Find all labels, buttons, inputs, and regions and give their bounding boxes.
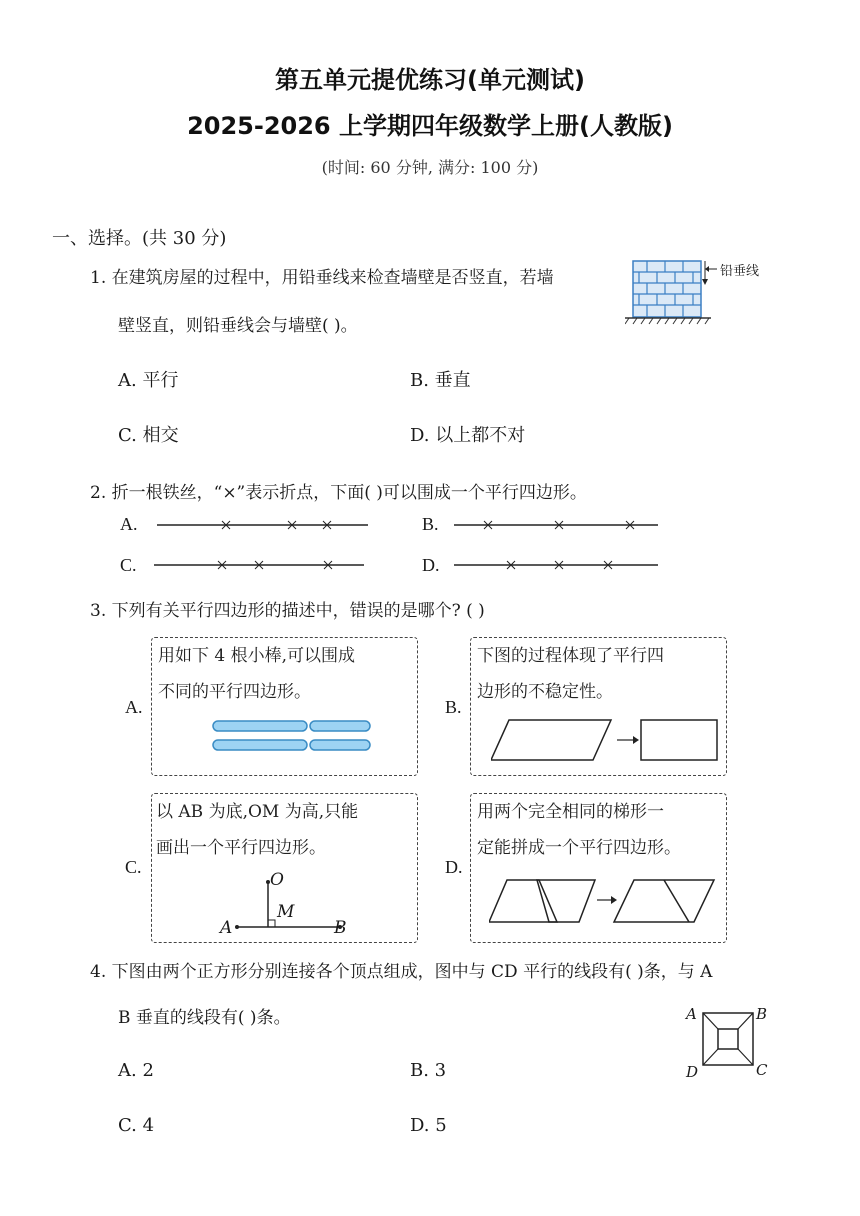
point-m-label: M (277, 902, 295, 922)
q3-a-line1: 用如下 4 根小棒,可以围成 (158, 646, 356, 666)
q3-box-d (470, 793, 727, 943)
q3-b-line2: 边形的不稳定性。 (477, 682, 613, 702)
q2-option-b[interactable]: B. (422, 514, 439, 534)
q2-wire-b (452, 517, 662, 533)
four-sticks-figure (210, 718, 390, 768)
vertex-d-label: D (686, 1063, 699, 1081)
q1-text-line2: 壁竖直，则铅垂线会与墙壁( )。 (118, 316, 358, 336)
q3-option-a[interactable]: A. (125, 697, 143, 717)
vertex-c-label: C (756, 1061, 768, 1079)
q2-wire-d (452, 557, 662, 573)
q3-text: 3. 下列有关平行四边形的描述中，错误的是哪个? ( ) (90, 601, 485, 621)
page-title: 第五单元提优练习(单元测试) (275, 66, 585, 94)
q1-option-c[interactable]: C. 相交 (118, 425, 179, 446)
q1-text-line1: 1. 在建筑房屋的过程中，用铅垂线来检查墙壁是否竖直，若墙 (90, 268, 554, 288)
q2-option-d[interactable]: D. (422, 555, 440, 575)
page-subtitle: 2025-2026 上学期四年级数学上册(人教版) (187, 112, 673, 140)
plumb-line-label: 铅垂线 (720, 264, 760, 279)
q4-option-a[interactable]: A. 2 (118, 1060, 154, 1081)
q2-wire-a (155, 517, 370, 533)
q4-option-c[interactable]: C. 4 (118, 1115, 155, 1136)
vertex-b-label: B (756, 1005, 768, 1023)
q1-option-d[interactable]: D. 以上都不对 (410, 425, 526, 446)
q1-option-a[interactable]: A. 平行 (118, 370, 179, 391)
q1-option-b[interactable]: B. 垂直 (410, 370, 471, 391)
point-o-label: O (270, 870, 284, 890)
q3-a-line2: 不同的平行四边形。 (158, 682, 311, 702)
q3-option-b[interactable]: B. (445, 697, 462, 717)
point-a-label: A (220, 918, 233, 938)
q3-option-c[interactable]: C. (125, 857, 142, 877)
point-b-label: B (334, 918, 347, 938)
q2-wire-c (152, 557, 367, 573)
q2-option-c[interactable]: C. (120, 555, 137, 575)
q3-d-line1: 用两个完全相同的梯形一 (477, 802, 664, 822)
nested-squares-figure (700, 1010, 756, 1068)
q3-d-line2: 定能拼成一个平行四边形。 (477, 838, 681, 858)
exam-meta: (时间: 60 分钟, 满分: 100 分) (321, 158, 539, 177)
q3-c-line2: 画出一个平行四边形。 (156, 838, 326, 858)
parallelogram-to-rectangle-figure (491, 718, 721, 770)
q3-box-a (151, 637, 418, 776)
q3-option-d[interactable]: D. (445, 857, 463, 877)
vertex-a-label: A (686, 1005, 697, 1023)
q4-option-b[interactable]: B. 3 (410, 1060, 447, 1081)
section-heading: 一、选择。(共 30 分) (52, 228, 227, 249)
q4-text-line2: B 垂直的线段有( )条。 (118, 1008, 291, 1028)
trapezoids-figure (489, 878, 721, 928)
q3-b-line1: 下图的过程体现了平行四 (477, 646, 664, 666)
q4-text-line1: 4. 下图由两个正方形分别连接各个顶点组成，图中与 CD 平行的线段有( )条，与 A (90, 962, 713, 982)
q3-box-b (470, 637, 727, 776)
q4-option-d[interactable]: D. 5 (410, 1115, 447, 1136)
q2-option-a[interactable]: A. (120, 514, 138, 534)
q3-c-line1: 以 AB 为底,OM 为高,只能 (156, 802, 359, 822)
q2-text: 2. 折一根铁丝，“×”表示折点，下面( )可以围成一个平行四边形。 (90, 483, 587, 503)
q3-box-c (151, 793, 418, 943)
